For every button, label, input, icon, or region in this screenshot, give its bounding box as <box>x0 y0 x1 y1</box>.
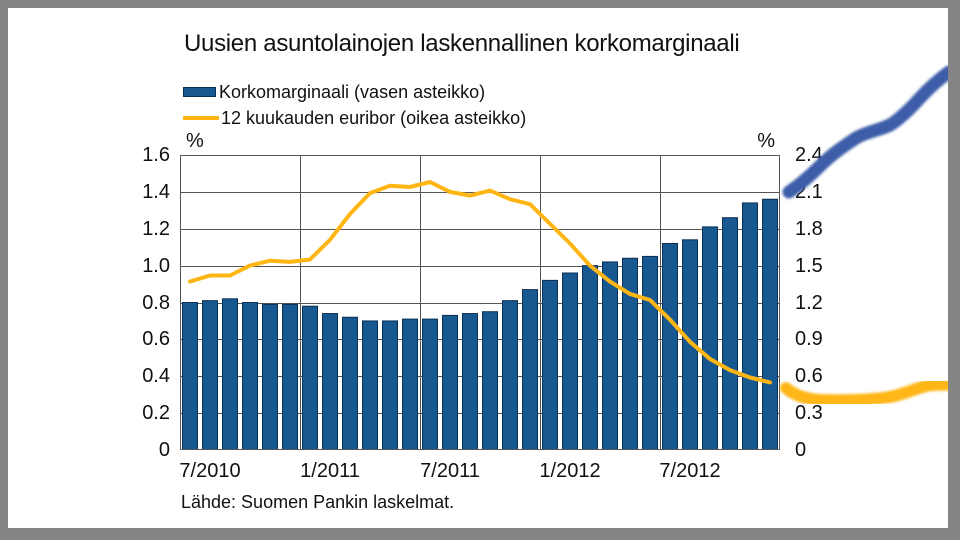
margin-bar <box>723 218 738 450</box>
x-axis-tick: 1/2011 <box>300 460 360 482</box>
source-note: Lähde: Suomen Pankin laskelmat. <box>181 492 455 512</box>
left-axis-tick: 0 <box>158 439 170 461</box>
left-axis-tick: 1.6 <box>142 144 170 166</box>
right-axis-tick: 1.8 <box>795 217 823 240</box>
right-axis-unit: % <box>757 130 775 152</box>
left-axis-tick: 0.8 <box>142 291 170 314</box>
right-axis-tick: 2.4 <box>795 144 823 166</box>
bar-swatch-icon <box>183 87 216 97</box>
decor-blue-wave-icon <box>789 72 948 192</box>
margin-bar <box>483 312 498 450</box>
left-axis-unit: % <box>186 130 204 152</box>
left-axis-tick: 1.2 <box>142 217 170 240</box>
x-axis-tick: 7/2010 <box>179 460 241 482</box>
margin-bar <box>703 227 718 450</box>
margin-bar <box>403 319 418 450</box>
x-axis-tick: 7/2012 <box>659 460 721 482</box>
left-axis-tick: 0.2 <box>142 402 170 425</box>
margin-bar <box>243 303 258 451</box>
left-axis-tick: 1.4 <box>142 180 170 203</box>
margin-bar <box>763 199 778 450</box>
left-axis-tick: 0.6 <box>142 328 170 351</box>
margin-bar <box>263 304 278 450</box>
legend-item-euribor <box>183 105 663 131</box>
margin-bar <box>223 299 238 450</box>
x-axis-tick: 7/2011 <box>420 460 480 482</box>
right-axis-tick: 1.2 <box>795 291 823 314</box>
legend-label: Korkomarginaali (vasen asteikko) <box>219 82 486 102</box>
margin-bar <box>743 203 758 450</box>
right-axis-tick: 2.1 <box>795 180 823 203</box>
margin-bar <box>503 301 518 450</box>
margin-bar <box>303 306 318 450</box>
margin-bar <box>543 280 558 450</box>
left-axis-tick: 1.0 <box>142 254 170 277</box>
margin-bar <box>363 321 378 450</box>
plot-area <box>180 155 780 450</box>
margin-bar <box>203 301 218 450</box>
chart-title: Uusien asuntolainojen laskennallinen korkomarginaali <box>184 30 740 57</box>
margin-bar <box>323 314 338 450</box>
margin-bar <box>283 304 298 450</box>
right-axis-tick: 1.5 <box>795 254 823 277</box>
margin-bar <box>183 303 198 451</box>
margin-bar <box>383 321 398 450</box>
margin-bar <box>443 315 458 450</box>
slide-background <box>8 8 948 528</box>
right-axis-tick: 0.6 <box>795 365 823 388</box>
margin-bar <box>583 266 598 450</box>
margin-bar <box>343 317 358 450</box>
line-swatch-icon <box>183 116 219 120</box>
margin-bar <box>643 256 658 450</box>
legend <box>183 79 663 131</box>
legend-item-korkomarginaali <box>183 79 663 105</box>
right-axis-tick: 0.9 <box>795 328 823 351</box>
margin-bar <box>523 290 538 450</box>
margin-bar <box>603 262 618 450</box>
left-axis-tick: 0.4 <box>142 365 170 388</box>
margin-bar <box>463 314 478 450</box>
legend-label: 12 kuukauden euribor (oikea asteikko) <box>221 108 527 128</box>
margin-bar <box>563 273 578 450</box>
margin-bar <box>423 319 438 450</box>
margin-bar <box>623 258 638 450</box>
right-axis-tick: 0.3 <box>795 402 823 425</box>
right-axis-tick: 0 <box>795 439 807 461</box>
x-axis-tick: 1/2012 <box>539 460 601 482</box>
margin-bar <box>663 244 678 451</box>
